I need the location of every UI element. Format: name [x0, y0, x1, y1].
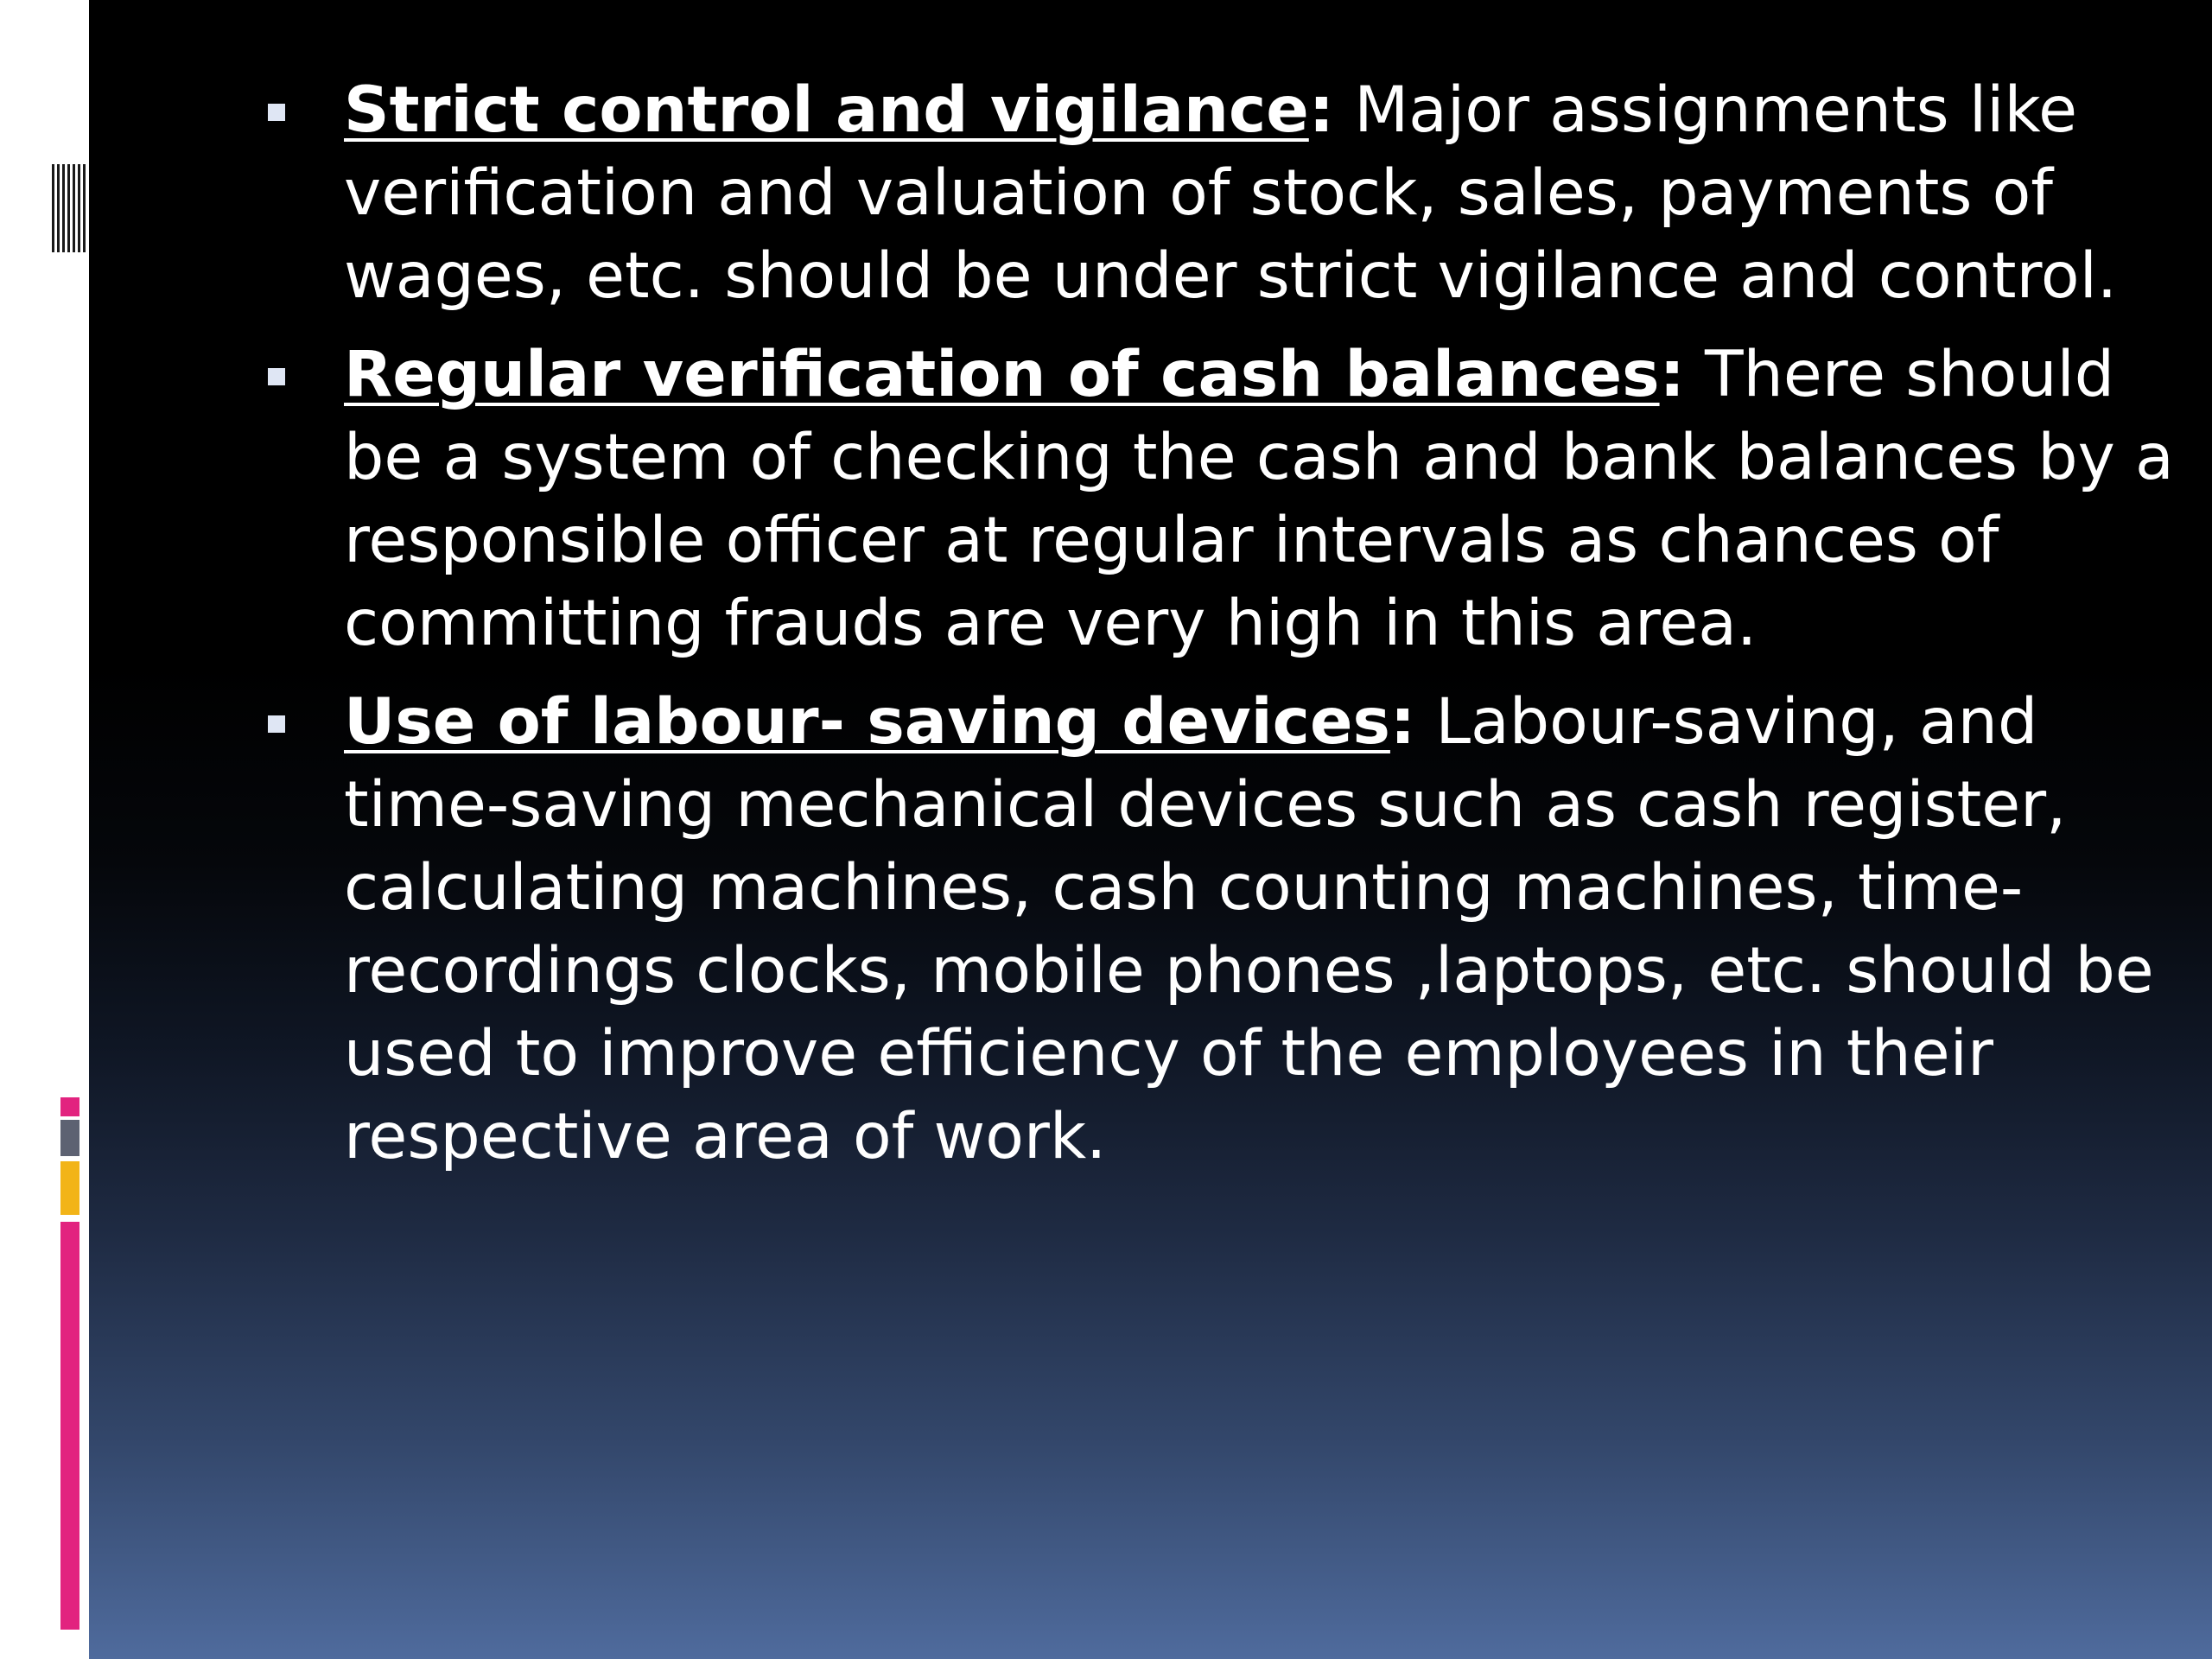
bullet-separator: : — [1308, 73, 1334, 147]
bullet-text: Labour-saving, and time-saving mechanical devices such as cash register, calculating machines, cash counting machines, time-recordings clocks, mobile phones ,laptops, etc. should be used to improve efficiency of the employees in their respective area of work. — [344, 685, 2154, 1173]
square-bullet-icon — [268, 104, 285, 121]
slide-content-area — [89, 0, 2212, 1659]
bullet-separator: : — [1659, 338, 1685, 411]
bullet-term: Use of labour- saving devices — [344, 685, 1390, 759]
bullet-term: Strict control and vigilance — [344, 73, 1309, 147]
bullet-term: Regular verification of cash balances — [344, 338, 1660, 411]
accent-bar-gold — [60, 1161, 79, 1215]
left-rail — [0, 0, 89, 1659]
square-bullet-icon — [268, 368, 285, 385]
bullet-separator: : — [1389, 685, 1416, 759]
bullet-list — [344, 69, 2184, 1194]
bullet-item — [344, 69, 2184, 318]
accent-bar-pink-top — [60, 1097, 79, 1116]
bullet-text: Major assignments like verification and valuation of stock, sales, payments of wages, etc. should be under strict vigilance and control. — [344, 73, 2118, 313]
bullet-item — [344, 681, 2184, 1179]
decorative-stripes — [52, 164, 86, 252]
accent-bar-pink — [60, 1222, 79, 1630]
bullet-item — [344, 334, 2184, 665]
bullet-text: There should be a system of checking the cash and bank balances by a responsible officer at regular intervals as chances of committing frauds are very high in this area. — [344, 338, 2174, 660]
square-bullet-icon — [268, 715, 285, 733]
accent-bar-gray — [60, 1120, 79, 1156]
